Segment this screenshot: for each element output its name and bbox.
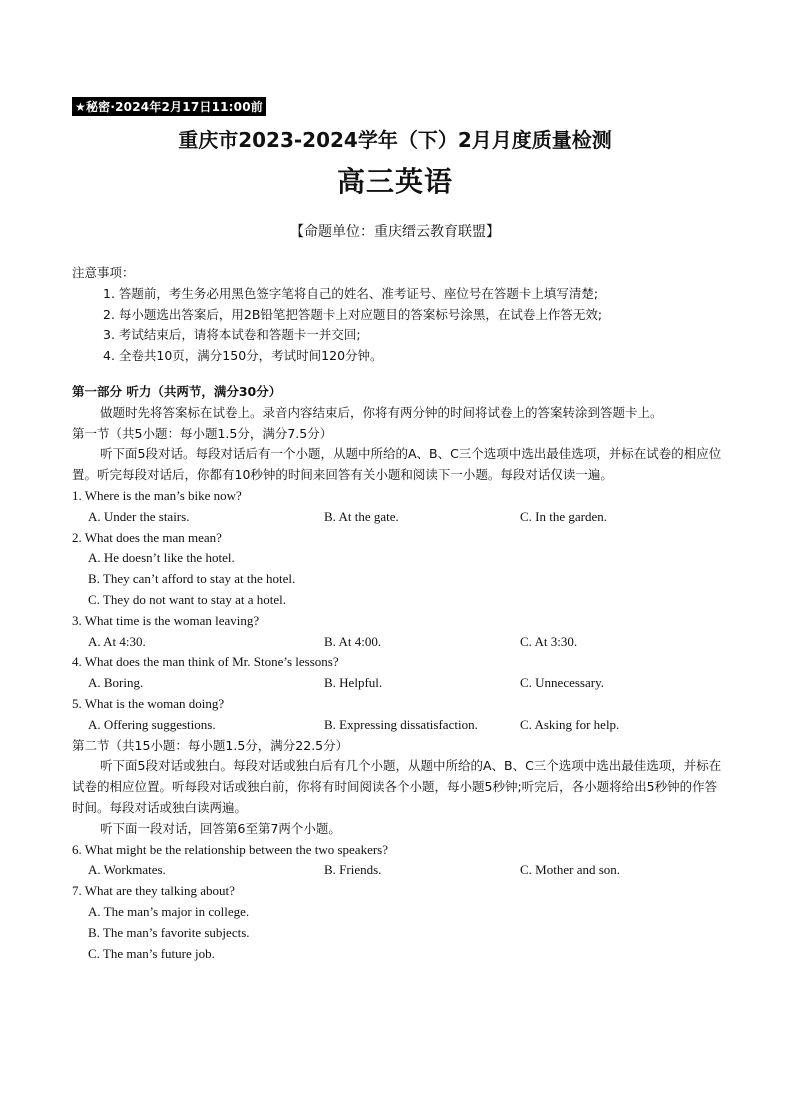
question-5-options [72, 715, 722, 736]
part1-heading: 第一部分 听力（共两节，满分30分） [72, 383, 282, 399]
option-b: B. Expressing dissatisfaction. [324, 716, 478, 732]
option-c: C. They do not want to stay at a hotel. [88, 591, 286, 607]
question-4-stem: 4. What does the man think of Mr. Stone’s lessons? [72, 654, 339, 670]
option-a: A. He doesn’t like the hotel. [88, 550, 235, 566]
option-c: C. Asking for help. [520, 716, 620, 732]
question-1-stem: 1. Where is the man’s bike now? [72, 487, 242, 503]
notice-heading: 注意事项： [72, 265, 135, 280]
option-a: A. Offering suggestions. [88, 716, 216, 732]
question-2-stem: 2. What does the man mean? [72, 529, 222, 545]
option-a: A. Boring. [88, 675, 144, 691]
option-a: A. Under the stairs. [88, 508, 190, 524]
option-a: A. Workmates. [88, 862, 166, 878]
confidential-label: ★秘密·2024年2月17日11:00前 [72, 97, 266, 116]
exam-title: 重庆市2023-2024学年（下）2月月度质量检测 [178, 128, 612, 152]
notice-item: 3. 考试结束后，请将本试卷和答题卡一并交回; [103, 327, 361, 343]
notice-item: 1. 答题前，考生务必用黑色签字笔将自己的姓名、准考证号、座位号在答题卡上填写清楚; [103, 285, 599, 301]
question-4-options [72, 673, 722, 694]
exam-unit: 【命题单位：重庆缙云教育联盟】 [290, 224, 500, 240]
option-b: B. Friends. [324, 862, 382, 878]
question-6-stem: 6. What might be the relationship between the two speakers? [72, 841, 388, 857]
question-3-options [72, 632, 722, 653]
option-c: C. In the garden. [520, 508, 608, 524]
option-c: C. Unnecessary. [520, 675, 604, 691]
exam-body [72, 263, 722, 964]
option-b: B. They can’t afford to stay at the hotel. [88, 571, 296, 587]
option-c: C. Mother and son. [520, 862, 621, 878]
option-b: B. The man’s favorite subjects. [88, 924, 250, 940]
option-c: C. The man’s future job. [88, 945, 215, 961]
question-1-options [72, 507, 722, 528]
section1-heading: 第一节（共5小题：每小题1.5分，满分7.5分） [72, 425, 333, 441]
exam-subject: 高三英语 [336, 165, 453, 198]
section1-intro: 听下面5段对话。每段对话后有一个小题，从题中所给的A、B、C三个选项中选出最佳选项，并标在试卷的相应位置。听完每段对话后，你都有10秒钟的时间来回答有关小题和阅读下一小题。每段对话仅读一遍。 [72, 446, 722, 483]
part1-intro: 做题时先将答案标在试卷上。录音内容结束后，你将有两分钟的时间将试卷上的答案转涂到答题卡上。 [100, 404, 663, 420]
question-6-options [72, 860, 722, 881]
section2-heading: 第二节（共15小题：每小题1.5分，满分22.5分） [72, 737, 349, 753]
option-a: A. The man’s major in college. [88, 903, 250, 919]
section2-subheading: 听下面一段对话，回答第6至第7两个小题。 [100, 820, 341, 836]
question-7-stem: 7. What are they talking about? [72, 883, 235, 899]
question-3-stem: 3. What time is the woman leaving? [72, 612, 260, 628]
option-b: B. At 4:00. [324, 633, 382, 649]
notice-item: 2. 每小题选出答案后，用2B铅笔把答题卡上对应题目的答案标号涂黑，在试卷上作答无效; [103, 306, 603, 322]
section2-intro: 听下面5段对话或独白。每段对话或独白后有几个小题，从题中所给的A、B、C三个选项中选出最佳选项，并标在试卷的相应位置。听每段对话或独白前，你将有时间阅读各个小题，每小题5秒钟;听完后，各小题将给出5秒钟的作答时间。每段对话或独白读两遍。 [72, 758, 722, 815]
option-b: B. At the gate. [324, 508, 399, 524]
option-b: B. Helpful. [324, 675, 383, 691]
notice-item: 4. 全卷共10页，满分150分，考试时间120分钟。 [103, 348, 383, 364]
option-a: A. At 4:30. [88, 633, 146, 649]
question-5-stem: 5. What is the woman doing? [72, 695, 225, 711]
option-c: C. At 3:30. [520, 633, 578, 649]
